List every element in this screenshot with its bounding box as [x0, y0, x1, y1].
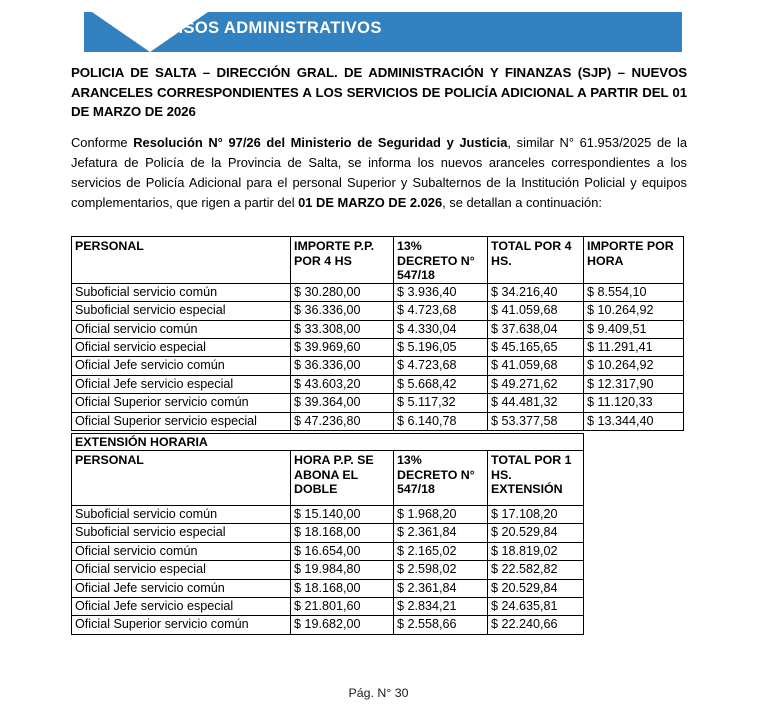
cell-personal: Oficial Jefe servicio común: [72, 357, 291, 375]
cell-importe-pp: $ 43.603,20: [291, 375, 394, 393]
paragraph-text-1: Conforme: [71, 135, 134, 150]
cell-decreto: $ 2.834,21: [394, 597, 488, 615]
cell-personal: Oficial Jefe servicio especial: [72, 597, 291, 615]
column-header-decreto: 13% DECRETO N° 547/18: [394, 451, 488, 506]
cell-total-4hs: $ 49.271,62: [488, 375, 584, 393]
cell-hora-doble: $ 16.654,00: [291, 542, 394, 560]
cell-decreto: $ 5.196,05: [394, 339, 488, 357]
cell-total-1hs: $ 18.819,02: [488, 542, 584, 560]
column-header-total-1hs: TOTAL POR 1 HS. EXTENSIÓN: [488, 451, 584, 506]
table-row: [72, 357, 684, 375]
paragraph-bold-resolucion: Resolución N° 97/26 del Ministerio de Seguridad y Justicia: [133, 135, 508, 150]
cell-personal: Suboficial servicio especial: [72, 524, 291, 542]
cell-total-1hs: $ 20.529,84: [488, 579, 584, 597]
page-title: POLICIA DE SALTA – DIRECCIÓN GRAL. DE ADMINISTRACIÓN Y FINANZAS (SJP) – NUEVOS ARANCELES CORRESPONDIENTES A LOS SERVICIOS DE POLICÍA ADICIONAL A PARTIR DEL 01 DE MARZO DE 2026: [71, 65, 687, 120]
cell-total-4hs: $ 44.481,32: [488, 394, 584, 412]
table-row: [72, 283, 684, 301]
cell-total-4hs: $ 37.638,04: [488, 320, 584, 338]
column-header-importe-pp: IMPORTE P.P. POR 4 HS: [291, 237, 394, 284]
table-header-row: [72, 451, 584, 506]
cell-hora-doble: $ 18.168,00: [291, 579, 394, 597]
cell-importe-pp: $ 33.308,00: [291, 320, 394, 338]
cell-total-4hs: $ 45.165,65: [488, 339, 584, 357]
banner-title: AVISOS ADMINISTRATIVOS: [156, 19, 382, 37]
cell-importe-hora: $ 10.264,92: [584, 302, 684, 320]
cell-personal: Oficial Superior servicio especial: [72, 412, 291, 430]
cell-decreto: $ 5.668,42: [394, 375, 488, 393]
cell-total-4hs: $ 34.216,40: [488, 283, 584, 301]
cell-decreto: $ 2.361,84: [394, 579, 488, 597]
table-row: [72, 394, 684, 412]
table-header-row: [72, 237, 684, 284]
cell-decreto: $ 6.140,78: [394, 412, 488, 430]
column-header-decreto: 13% DECRETO N° 547/18: [394, 237, 488, 284]
cell-decreto: $ 2.165,02: [394, 542, 488, 560]
cell-importe-hora: $ 10.264,92: [584, 357, 684, 375]
cell-importe-hora: $ 9.409,51: [584, 320, 684, 338]
cell-decreto: $ 4.723,68: [394, 357, 488, 375]
cell-personal: Oficial servicio común: [72, 542, 291, 560]
cell-importe-pp: $ 30.280,00: [291, 283, 394, 301]
cell-importe-hora: $ 8.554,10: [584, 283, 684, 301]
cell-importe-pp: $ 39.364,00: [291, 394, 394, 412]
cell-hora-doble: $ 21.801,60: [291, 597, 394, 615]
table-group-title-row: [72, 434, 584, 451]
paragraph-bold-fecha: 01 DE MARZO DE 2.026: [298, 195, 443, 210]
table-row: [72, 302, 684, 320]
cell-personal: Suboficial servicio común: [72, 506, 291, 524]
cell-total-1hs: $ 22.582,82: [488, 561, 584, 579]
cell-total-1hs: $ 20.529,84: [488, 524, 584, 542]
cell-personal: Oficial Superior servicio común: [72, 616, 291, 634]
cell-decreto: $ 4.723,68: [394, 302, 488, 320]
table-row: [72, 320, 684, 338]
cell-decreto: $ 1.968,20: [394, 506, 488, 524]
cell-personal: Oficial Jefe servicio común: [72, 579, 291, 597]
table-row: [72, 616, 584, 634]
cell-total-1hs: $ 22.240,66: [488, 616, 584, 634]
column-header-personal: PERSONAL: [72, 237, 291, 284]
table-row: [72, 375, 684, 393]
cell-importe-pp: $ 36.336,00: [291, 357, 394, 375]
cell-personal: Oficial Superior servicio común: [72, 394, 291, 412]
aranceles-table: [71, 236, 684, 431]
cell-importe-hora: $ 11.120,33: [584, 394, 684, 412]
table-row: [72, 524, 584, 542]
cell-total-4hs: $ 41.059,68: [488, 302, 584, 320]
cell-decreto: $ 3.936,40: [394, 283, 488, 301]
cell-importe-pp: $ 39.969,60: [291, 339, 394, 357]
cell-total-4hs: $ 41.059,68: [488, 357, 584, 375]
cell-total-4hs: $ 53.377,58: [488, 412, 584, 430]
column-header-importe-hora: IMPORTE POR HORA: [584, 237, 684, 284]
cell-personal: Oficial servicio común: [72, 320, 291, 338]
cell-personal: Oficial servicio especial: [72, 339, 291, 357]
cell-importe-pp: $ 36.336,00: [291, 302, 394, 320]
table-row: [72, 579, 584, 597]
cell-decreto: $ 2.361,84: [394, 524, 488, 542]
cell-importe-pp: $ 47.236,80: [291, 412, 394, 430]
column-header-total-4hs: TOTAL POR 4 HS.: [488, 237, 584, 284]
cell-decreto: $ 4.330,04: [394, 320, 488, 338]
cell-hora-doble: $ 19.984,80: [291, 561, 394, 579]
cell-decreto: $ 2.598,02: [394, 561, 488, 579]
table-group-title: EXTENSIÓN HORARIA: [72, 434, 584, 451]
cell-total-1hs: $ 17.108,20: [488, 506, 584, 524]
column-header-hora-doble: HORA P.P. SE ABONA EL DOBLE: [291, 451, 394, 506]
cell-total-1hs: $ 24.635,81: [488, 597, 584, 615]
paragraph-text-3: , se detallan a continuación:: [442, 195, 602, 210]
table-row: [72, 597, 584, 615]
cell-decreto: $ 2.558,66: [394, 616, 488, 634]
table-row: [72, 561, 584, 579]
table-row: [72, 412, 684, 430]
page-number-footer: Pág. N° 30: [348, 686, 409, 700]
cell-importe-hora: $ 13.344,40: [584, 412, 684, 430]
intro-paragraph: [71, 133, 687, 213]
cell-decreto: $ 5.117,32: [394, 394, 488, 412]
table-row: [72, 506, 584, 524]
cell-importe-hora: $ 12.317,90: [584, 375, 684, 393]
table-row: [72, 542, 584, 560]
column-header-personal: PERSONAL: [72, 451, 291, 506]
cell-hora-doble: $ 15.140,00: [291, 506, 394, 524]
cell-importe-hora: $ 11.291,41: [584, 339, 684, 357]
cell-personal: Suboficial servicio especial: [72, 302, 291, 320]
cell-personal: Oficial Jefe servicio especial: [72, 375, 291, 393]
cell-hora-doble: $ 19.682,00: [291, 616, 394, 634]
cell-personal: Suboficial servicio común: [72, 283, 291, 301]
extension-horaria-table: [71, 433, 584, 635]
table-row: [72, 339, 684, 357]
cell-hora-doble: $ 18.168,00: [291, 524, 394, 542]
cell-personal: Oficial servicio especial: [72, 561, 291, 579]
paragraph-text-2: , similar N° 61.953/2025 de la Jefatura de Policía de la Provincia de Salta, se informa los nuevos aranceles correspondientes a los servicios de Policía Adicional para el personal Superior y Subalternos de la Institución Policial y equipos complementarios, que rigen a partir del: [71, 135, 687, 210]
